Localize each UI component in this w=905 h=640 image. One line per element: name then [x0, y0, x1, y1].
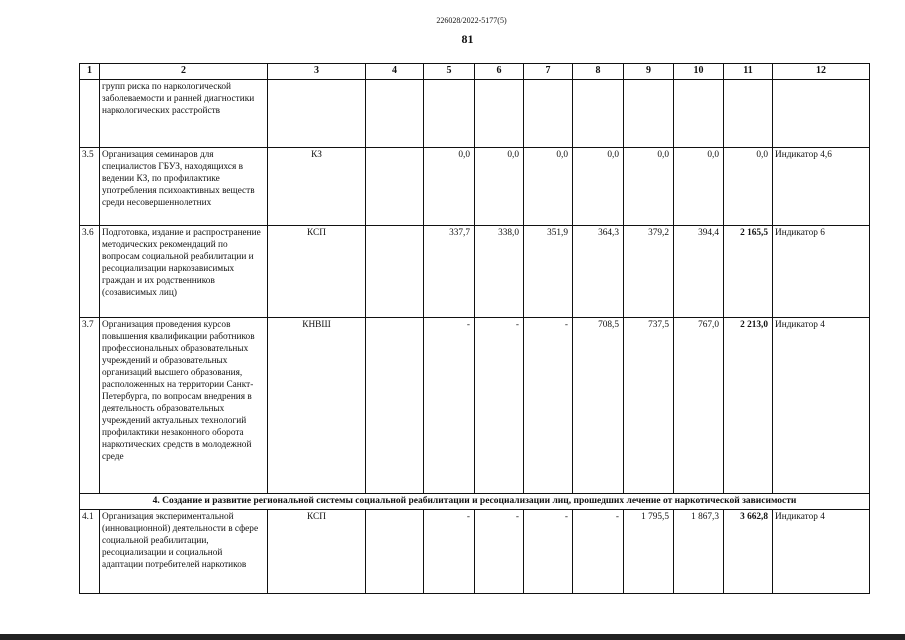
table-row — [80, 510, 870, 594]
section-title: 4. Создание и развитие региональной системы социальной реабилитации и ресоциализации лиц, прошедших лечение от наркотической зависимости — [80, 494, 870, 510]
table-row — [80, 226, 870, 318]
table-row — [80, 80, 870, 148]
cell-col4 — [366, 510, 424, 594]
section-row — [80, 494, 870, 510]
cell-col9: 1 795,5 — [624, 510, 674, 594]
cell-col9 — [624, 80, 674, 148]
cell-total: 3 662,8 — [724, 510, 773, 594]
indicator: Индикатор 4 — [773, 510, 870, 594]
executor: КЗ — [268, 148, 366, 226]
executor: КСП — [268, 510, 366, 594]
column-header: 1 — [80, 64, 100, 80]
cell-col4 — [366, 318, 424, 494]
executor: КСП — [268, 226, 366, 318]
cell-col7: - — [524, 318, 573, 494]
column-header: 12 — [773, 64, 870, 80]
cell-col10: 1 867,3 — [674, 510, 724, 594]
indicator: Индикатор 4 — [773, 318, 870, 494]
column-header: 3 — [268, 64, 366, 80]
column-header: 11 — [724, 64, 773, 80]
column-header: 5 — [424, 64, 475, 80]
cell-col6 — [475, 80, 524, 148]
cell-col7: - — [524, 510, 573, 594]
cell-col7: 351,9 — [524, 226, 573, 318]
item-description: Организация проведения курсов повышения квалификации работников профессиональных образовательных учреждений и образовательных организаций высшего образования, расположенных на территории Санкт-Петербурга, по вопросам внедрения в деятельность образовательных учреждений актуальных технологий профилактики незаконного оборота наркотических средств в молодежной среде — [100, 318, 268, 494]
cell-col5: - — [424, 510, 475, 594]
indicator: Индикатор 6 — [773, 226, 870, 318]
executor: КНВШ — [268, 318, 366, 494]
cell-col5: 337,7 — [424, 226, 475, 318]
cell-total: 0,0 — [724, 148, 773, 226]
cell-col5 — [424, 80, 475, 148]
item-description: Организация экспериментальной (инновационной) деятельности в сфере социальной реабилитации, ресоциализации и социальной адаптации потребителей наркотиков — [100, 510, 268, 594]
column-header: 2 — [100, 64, 268, 80]
cell-col9: 379,2 — [624, 226, 674, 318]
item-number: 3.5 — [80, 148, 100, 226]
item-number: 4.1 — [80, 510, 100, 594]
cell-col6: - — [475, 510, 524, 594]
executor — [268, 80, 366, 148]
item-description: Организация семинаров для специалистов ГБУЗ, находящихся в ведении КЗ, по профилактике употребления психоактивных веществ среди несовершеннолетних — [100, 148, 268, 226]
column-header: 7 — [524, 64, 573, 80]
cell-col8: 364,3 — [573, 226, 624, 318]
item-number — [80, 80, 100, 148]
cell-col4 — [366, 148, 424, 226]
item-number: 3.7 — [80, 318, 100, 494]
column-header: 8 — [573, 64, 624, 80]
cell-col7: 0,0 — [524, 148, 573, 226]
cell-col9: 0,0 — [624, 148, 674, 226]
indicator: Индикатор 4,6 — [773, 148, 870, 226]
table-row — [80, 148, 870, 226]
cell-total — [724, 80, 773, 148]
table-row — [80, 318, 870, 494]
cell-col8 — [573, 80, 624, 148]
scan-edge — [0, 634, 905, 640]
page-number: 81 — [461, 32, 474, 46]
cell-col7 — [524, 80, 573, 148]
item-number: 3.6 — [80, 226, 100, 318]
column-header: 4 — [366, 64, 424, 80]
item-description: групп риска по наркологической заболеваемости и ранней диагностики наркологических расстройств — [100, 80, 268, 148]
document-id: 226028/2022-5177(5) — [436, 16, 507, 25]
cell-col9: 737,5 — [624, 318, 674, 494]
cell-col5: 0,0 — [424, 148, 475, 226]
cell-col10: 0,0 — [674, 148, 724, 226]
cell-col8: 0,0 — [573, 148, 624, 226]
cell-col4 — [366, 80, 424, 148]
column-header: 10 — [674, 64, 724, 80]
cell-col5: - — [424, 318, 475, 494]
table-header-row — [80, 64, 870, 80]
indicator — [773, 80, 870, 148]
cell-total: 2 213,0 — [724, 318, 773, 494]
item-description: Подготовка, издание и распространение методических рекомендаций по вопросам социальной реабилитации и ресоциализации наркозависимых граждан и их родственников (созависимых лиц) — [100, 226, 268, 318]
cell-col10: 767,0 — [674, 318, 724, 494]
cell-col8: 708,5 — [573, 318, 624, 494]
cell-col10 — [674, 80, 724, 148]
cell-col4 — [366, 226, 424, 318]
cell-col6: 0,0 — [475, 148, 524, 226]
cell-col6: - — [475, 318, 524, 494]
cell-col10: 394,4 — [674, 226, 724, 318]
cell-col8: - — [573, 510, 624, 594]
cell-total: 2 165,5 — [724, 226, 773, 318]
column-header: 6 — [475, 64, 524, 80]
cell-col6: 338,0 — [475, 226, 524, 318]
column-header: 9 — [624, 64, 674, 80]
program-table — [79, 63, 870, 594]
